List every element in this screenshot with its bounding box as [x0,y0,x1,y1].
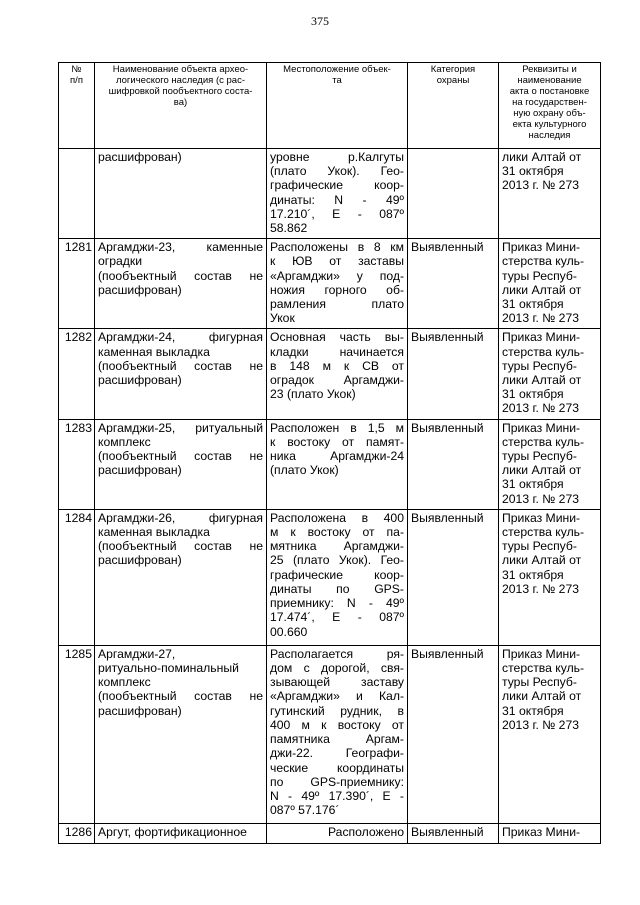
cell-object-name [95,329,267,419]
cell-line: 17.474´, E - 087º [270,610,404,625]
cell-object-name [95,419,267,509]
table-row [59,329,601,419]
cell-line: гутинский рудник, в [270,703,404,718]
cell-line: (пообъектный состав не [98,358,263,373]
header-number [59,63,95,149]
cell-line: 087º 57.176´ [270,803,340,818]
cell-location [267,149,408,239]
cell-line: мятника Аргамджи- [270,539,404,554]
table-row [59,149,601,239]
cell-act-requisites [499,645,601,823]
cell-line: Расположено [327,824,404,839]
cell-line: Приказ Мини- [502,240,581,255]
cell-line: дом с дорогой, свя- [270,661,404,676]
cell-line: Аргамджи-24, фигурная [98,330,263,345]
cell-line: расшифрован) [98,282,182,297]
cell-line: туры Респуб- [502,268,577,283]
cell-number: 1286 [59,823,95,843]
cell-line: памятника Аргам- [270,732,404,747]
header-line: Категория [430,64,476,75]
cell-location [267,329,408,419]
header-line: ва) [173,97,188,108]
cell-line: лики Алтай от [502,282,582,297]
cell-line: Приказ Мини- [502,824,581,839]
cell-act-requisites [499,329,601,419]
cell-line: 2013 г. № 273 [502,401,580,416]
cell-location [267,239,408,329]
header-line: Реквизиты и [522,64,577,75]
cell-number: 1285 [59,645,95,823]
cell-protection-category: Выявленный [408,419,499,509]
cell-act-requisites [499,419,601,509]
cell-line: Аргамджи-25, ритуальный [98,420,263,435]
cell-line: Расположены в 8 км [270,240,404,255]
header-object-name [95,63,267,149]
cell-line: рамления плато [270,297,404,312]
cell-protection-category: Выявленный [408,329,499,419]
cell-line: 2013 г. № 273 [502,717,580,732]
cell-line: Расположен в 1,5 м [270,420,404,435]
cell-object-name [95,645,267,823]
cell-number: 1282 [59,329,95,419]
cell-line: 31 октября [502,164,564,179]
table-row [59,823,601,843]
cell-line: каменная выкладка [98,344,210,359]
cell-line: к востоку от памят- [270,434,404,449]
cell-object-name [95,823,267,843]
cell-number: 1281 [59,239,95,329]
cell-line: расшифрован) [98,703,182,718]
cell-line: Основная часть вы- [270,330,404,345]
cell-line: по GPS-приемнику: [270,774,404,789]
cell-line: к ЮВ от заставы [270,254,404,269]
cell-line: (пообъектный состав не [98,449,263,464]
cell-location [267,419,408,509]
header-line: п/п [70,75,83,86]
cell-object-name [95,239,267,329]
cell-line: N - 49º 17.390´, E - [270,788,404,803]
cell-line: расшифрован) [98,553,182,568]
cell-line: м к востоку от па- [270,525,404,540]
cell-line: «Аргамджи» и Кал- [270,689,404,704]
cell-protection-category: Выявленный [408,239,499,329]
cell-line: графические коор- [270,567,404,582]
header-line: Наименование объекта архео- [112,64,249,75]
cell-line: 31 октября [502,477,564,492]
cell-location [267,645,408,823]
cell-line: уровне р.Калгуты [270,150,404,164]
cell-act-requisites [499,239,601,329]
cell-line: графические коор- [270,178,404,193]
cell-act-requisites [499,823,601,843]
cell-line: туры Респуб- [502,358,577,373]
cell-line: (пообъектный состав не [98,539,263,554]
cell-line: ческие координаты [270,760,404,775]
cell-line: 2013 г. № 273 [502,581,580,596]
cell-line: оградки [98,254,143,269]
cell-line: стерства куль- [502,434,585,449]
cell-line: расшифрован) [98,373,182,388]
cell-line: 31 октября [502,387,564,402]
cell-line: ритуально-поминальный [98,661,239,676]
cell-line: (пообъектный состав не [98,268,263,283]
table-row [59,509,601,645]
cell-line: Приказ Мини- [502,420,581,435]
header-line: екта культурного [512,119,587,130]
cell-line: динаты по GPS- [270,581,404,596]
cell-line: «Аргамджи» у под- [270,268,404,283]
cell-line: джи-22. Географи- [270,746,404,761]
cell-protection-category: Выявленный [408,823,499,843]
cell-line: комплекс [98,434,151,449]
cell-line: Приказ Мини- [502,646,581,661]
cell-line: Расположена в 400 [270,510,404,525]
header-line: наследия [528,130,571,141]
header-location [267,63,408,149]
table-row [59,645,601,823]
header-line: охраны [436,75,470,86]
cell-line: Укок [270,311,295,326]
cell-line: ника Аргамджи-24 [270,449,404,464]
cell-line: комплекс [98,675,151,690]
cell-line: стерства куль- [502,254,585,269]
cell-line: динаты: N - 49º [270,192,404,207]
cell-line: Аргамджи-23, каменные [98,240,263,255]
cell-line: лики Алтай от [502,373,582,388]
cell-line: лики Алтай от [502,150,582,164]
cell-line: 58.862 [270,221,308,236]
table-row [59,419,601,509]
cell-line: 23 (плато Укок) [270,387,356,402]
cell-object-name [95,509,267,645]
table-row [59,239,601,329]
cell-number [59,149,95,239]
cell-line: стерства куль- [502,661,585,676]
cell-line: стерства куль- [502,525,585,540]
header-line: акта о постановке [509,86,590,97]
cell-line: ножия горного об- [270,282,404,297]
cell-line: 17.210´, E - 087º [270,206,404,221]
cell-line: 00.660 [270,624,308,639]
header-line: наименование [517,75,582,86]
header-line: на государствен- [512,97,587,108]
cell-line: (плато Укок) [270,463,339,478]
heritage-registry-table [58,62,601,844]
cell-line: туры Респуб- [502,675,577,690]
header-line: Местоположение объек- [283,64,391,75]
cell-line: 31 октября [502,567,564,582]
cell-act-requisites [499,149,601,239]
cell-line: 2013 г. № 273 [502,491,580,506]
cell-line: Аргамджи-27, [98,646,176,661]
cell-line: Приказ Мини- [502,510,581,525]
cell-line: Приказ Мини- [502,330,581,345]
header-line: № [71,64,82,75]
cell-line: каменная выкладка [98,525,210,540]
cell-line: стерства куль- [502,344,585,359]
cell-line: 2013 г. № 273 [502,178,580,193]
cell-line: (плато Укок). Гео- [270,164,404,179]
cell-protection-category: Выявленный [408,509,499,645]
header-line: логического наследия (с рас- [116,75,245,86]
cell-line: лики Алтай от [502,553,582,568]
cell-line: туры Респуб- [502,449,577,464]
cell-act-requisites [499,509,601,645]
cell-line: приемнику: N - 49º [270,596,404,611]
cell-line: в 148 м к СВ от [270,358,404,373]
cell-line: 31 октября [502,703,564,718]
cell-line: расшифрован) [98,150,182,164]
cell-line: туры Респуб- [502,539,577,554]
table-header-row [59,63,601,149]
header-line: та [332,75,342,86]
cell-line: зывающей заставу [270,675,404,690]
cell-number: 1284 [59,509,95,645]
header-protection-category [408,63,499,149]
cell-protection-category [408,149,499,239]
cell-line: кладки начинается [270,344,404,359]
header-line: шифровкой пообъектного соста- [108,86,253,97]
cell-line: расшифрован) [98,463,182,478]
cell-line: (пообъектный состав не [98,689,263,704]
cell-object-name [95,149,267,239]
cell-location [267,823,408,843]
cell-line: Располагается ря- [270,646,404,661]
cell-line: 25 (плато Укок). Гео- [270,553,404,568]
cell-line: Аргут, фортификационное [98,824,247,839]
cell-line: лики Алтай от [502,689,582,704]
cell-protection-category: Выявленный [408,645,499,823]
cell-line: Аргамджи-26, фигурная [98,510,263,525]
cell-line: лики Алтай от [502,463,582,478]
cell-line: 31 октября [502,297,564,312]
cell-location [267,509,408,645]
cell-line: 2013 г. № 273 [502,311,580,326]
header-line: ную охрану объ- [513,108,586,119]
page-number: 375 [311,14,329,28]
cell-number: 1283 [59,419,95,509]
header-act-requisites [499,63,601,149]
cell-line: оградок Аргамджи- [270,373,404,388]
cell-line: 400 м к востоку от [270,717,404,732]
